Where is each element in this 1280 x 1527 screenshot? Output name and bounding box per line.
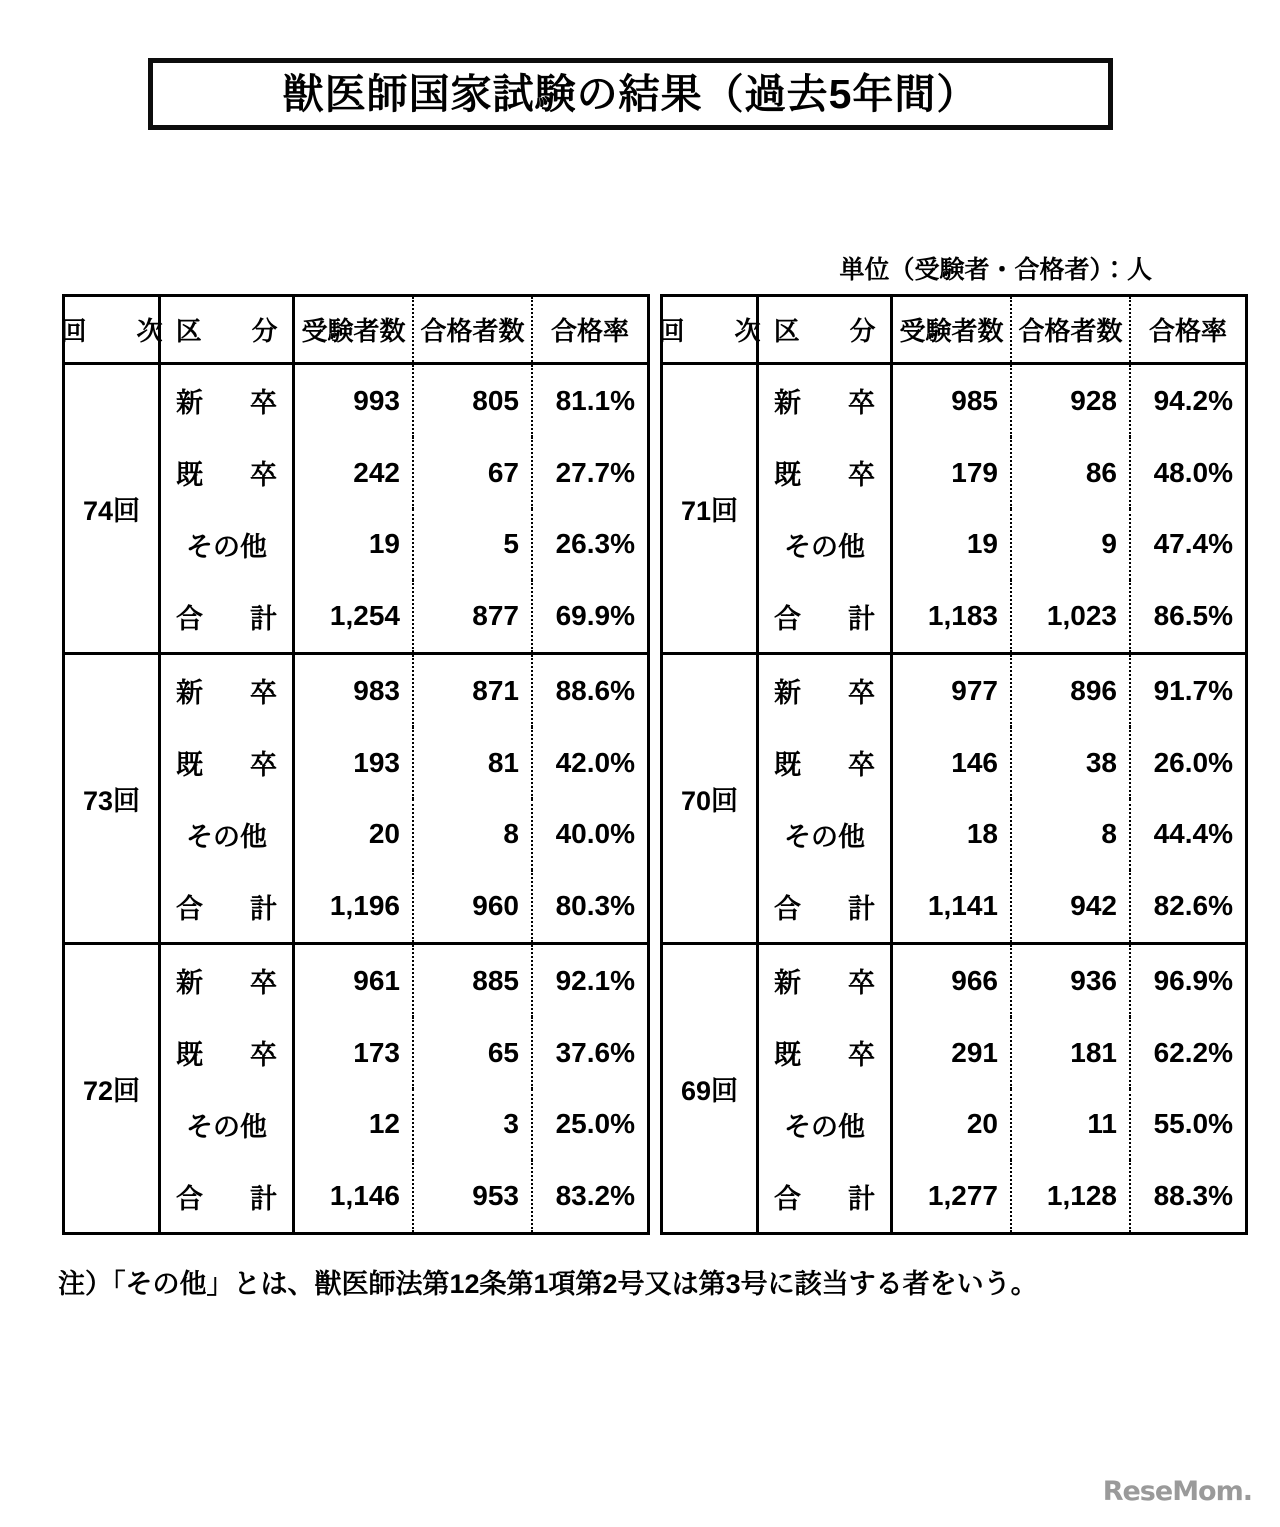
table-row: [759, 580, 1245, 652]
session-rows: [161, 945, 647, 1232]
category-label: その他: [759, 799, 893, 871]
session-block: [663, 365, 1245, 655]
cell-pass-rate: 69.9%: [555, 600, 635, 632]
cell-pass-rate: 47.4%: [1153, 528, 1233, 560]
cell-passers: 871: [414, 655, 533, 727]
session-block: [65, 365, 647, 655]
table-row: [161, 1017, 647, 1089]
table-row: [759, 437, 1245, 509]
table-half-left: [62, 294, 650, 1235]
cell-pass-rate: 25.0%: [555, 1108, 635, 1140]
table-row: [161, 437, 647, 509]
session-label: 70回: [663, 655, 759, 942]
session-label: 72回: [65, 945, 161, 1232]
cell-examinees: 19: [295, 509, 414, 581]
category-label: 新 卒: [161, 945, 295, 1017]
cell-examinees: 966: [893, 945, 1012, 1017]
cell-passers: 38: [1012, 727, 1131, 799]
cell-pass-rate: 92.1%: [555, 964, 635, 996]
session-rows: [759, 655, 1245, 942]
cell-examinees: 193: [295, 727, 414, 799]
cell-passers: 942: [1012, 870, 1131, 942]
cell-passers: 928: [1012, 365, 1131, 437]
header-category: 区 分: [161, 297, 295, 362]
category-label: 既 卒: [759, 437, 893, 509]
header-session: 回 次: [663, 297, 759, 362]
cell-examinees: 179: [893, 437, 1012, 509]
category-label: その他: [161, 509, 295, 581]
page-title-box: [148, 58, 1113, 130]
cell-pass-rate: 88.6%: [555, 674, 635, 706]
category-label: 合 計: [759, 1160, 893, 1232]
cell-passers: 960: [414, 870, 533, 942]
cell-examinees: 993: [295, 365, 414, 437]
table-row: [161, 727, 647, 799]
cell-passers: 8: [414, 799, 533, 871]
cell-pass-rate: 83.2%: [555, 1180, 635, 1212]
cell-examinees: 983: [295, 655, 414, 727]
category-label: 既 卒: [759, 1017, 893, 1089]
table-row: [161, 799, 647, 871]
category-label: その他: [161, 1089, 295, 1161]
session-label: 74回: [65, 365, 161, 652]
cell-pass-rate: 96.9%: [1153, 964, 1233, 996]
category-label: 新 卒: [161, 655, 295, 727]
results-table: [62, 294, 1248, 1235]
header-examinees: 受験者数: [893, 297, 1012, 362]
cell-examinees: 1,146: [295, 1160, 414, 1232]
session-block: [65, 655, 647, 945]
cell-passers: 1,128: [1012, 1160, 1131, 1232]
cell-pass-rate: 88.3%: [1153, 1180, 1233, 1212]
session-rows: [759, 945, 1245, 1232]
table-row: [759, 1160, 1245, 1232]
category-label: その他: [759, 1089, 893, 1161]
category-label: 合 計: [161, 580, 295, 652]
cell-passers: 86: [1012, 437, 1131, 509]
cell-passers: 8: [1012, 799, 1131, 871]
table-half-divider: [650, 294, 660, 1235]
cell-examinees: 1,254: [295, 580, 414, 652]
table-half-right: [660, 294, 1248, 1235]
cell-pass-rate: 26.0%: [1153, 746, 1233, 778]
cell-examinees: 1,196: [295, 870, 414, 942]
header-pass-rate: 合格率: [1148, 316, 1227, 346]
table-row: [759, 727, 1245, 799]
cell-examinees: 1,183: [893, 580, 1012, 652]
cell-passers: 877: [414, 580, 533, 652]
cell-passers: 953: [414, 1160, 533, 1232]
header-pass-rate: 合格率: [550, 316, 629, 346]
category-label: 合 計: [759, 870, 893, 942]
category-label: 合 計: [759, 580, 893, 652]
cell-passers: 805: [414, 365, 533, 437]
cell-passers: 81: [414, 727, 533, 799]
table-body-left: [65, 365, 647, 1232]
cell-examinees: 1,277: [893, 1160, 1012, 1232]
cell-examinees: 1,141: [893, 870, 1012, 942]
header-examinees: 受験者数: [295, 297, 414, 362]
cell-pass-rate: 26.3%: [555, 528, 635, 560]
cell-pass-rate: 40.0%: [555, 818, 635, 850]
cell-pass-rate: 27.7%: [555, 456, 635, 488]
header-category: 区 分: [759, 297, 893, 362]
cell-passers: 896: [1012, 655, 1131, 727]
cell-pass-rate: 37.6%: [555, 1036, 635, 1068]
footnote: 注）「その他」とは、獣医師法第12条第1項第2号又は第3号に該当する者をいう。: [58, 1269, 1038, 1299]
cell-pass-rate: 62.2%: [1153, 1036, 1233, 1068]
session-label: 71回: [663, 365, 759, 652]
header-passers: 合格者数: [414, 297, 533, 362]
cell-examinees: 985: [893, 365, 1012, 437]
cell-examinees: 19: [893, 509, 1012, 581]
page-title: 獣医師国家試験の結果（過去5年間）: [282, 70, 979, 117]
table-row: [161, 365, 647, 437]
cell-pass-rate: 86.5%: [1153, 600, 1233, 632]
cell-pass-rate: 82.6%: [1153, 890, 1233, 922]
cell-pass-rate: 55.0%: [1153, 1108, 1233, 1140]
cell-pass-rate: 80.3%: [555, 890, 635, 922]
table-row: [759, 655, 1245, 727]
cell-passers: 885: [414, 945, 533, 1017]
table-row: [759, 799, 1245, 871]
cell-examinees: 12: [295, 1089, 414, 1161]
category-label: 合 計: [161, 870, 295, 942]
table-header-row-right: [658, 297, 1245, 365]
resemom-watermark: ReseMom.: [1102, 1476, 1252, 1507]
cell-examinees: 291: [893, 1017, 1012, 1089]
table-row: [161, 655, 647, 727]
cell-examinees: 173: [295, 1017, 414, 1089]
table-row: [161, 870, 647, 942]
header-passers: 合格者数: [1012, 297, 1131, 362]
table-row: [759, 365, 1245, 437]
table-row: [161, 580, 647, 652]
category-label: 新 卒: [759, 945, 893, 1017]
category-label: 既 卒: [161, 437, 295, 509]
category-label: 新 卒: [759, 655, 893, 727]
session-rows: [759, 365, 1245, 652]
cell-examinees: 20: [295, 799, 414, 871]
cell-passers: 5: [414, 509, 533, 581]
category-label: 新 卒: [759, 365, 893, 437]
cell-pass-rate: 48.0%: [1153, 456, 1233, 488]
session-block: [663, 655, 1245, 945]
cell-passers: 1,023: [1012, 580, 1131, 652]
cell-examinees: 20: [893, 1089, 1012, 1161]
header-session: 回 次: [65, 297, 161, 362]
cell-passers: 9: [1012, 509, 1131, 581]
cell-examinees: 18: [893, 799, 1012, 871]
table-row: [161, 945, 647, 1017]
table-row: [759, 945, 1245, 1017]
session-label: 69回: [663, 945, 759, 1232]
session-rows: [161, 365, 647, 652]
table-row: [161, 1089, 647, 1161]
table-row: [161, 1160, 647, 1232]
cell-passers: 65: [414, 1017, 533, 1089]
cell-examinees: 977: [893, 655, 1012, 727]
cell-pass-rate: 94.2%: [1153, 384, 1233, 416]
cell-examinees: 961: [295, 945, 414, 1017]
category-label: その他: [161, 799, 295, 871]
category-label: 合 計: [161, 1160, 295, 1232]
cell-examinees: 242: [295, 437, 414, 509]
cell-passers: 11: [1012, 1089, 1131, 1161]
category-label: 既 卒: [161, 727, 295, 799]
table-row: [759, 1017, 1245, 1089]
table-row: [759, 1089, 1245, 1161]
table-body-right: [663, 365, 1245, 1232]
category-label: 既 卒: [161, 1017, 295, 1089]
session-label: 73回: [65, 655, 161, 942]
category-label: 新 卒: [161, 365, 295, 437]
cell-pass-rate: 91.7%: [1153, 674, 1233, 706]
table-row: [759, 509, 1245, 581]
session-rows: [161, 655, 647, 942]
cell-examinees: 146: [893, 727, 1012, 799]
table-header-row-left: [60, 297, 647, 365]
cell-pass-rate: 44.4%: [1153, 818, 1233, 850]
table-row: [759, 870, 1245, 942]
cell-pass-rate: 42.0%: [555, 746, 635, 778]
cell-passers: 936: [1012, 945, 1131, 1017]
cell-passers: 67: [414, 437, 533, 509]
cell-passers: 3: [414, 1089, 533, 1161]
unit-note: 単位（受験者・合格者）：人: [839, 256, 1152, 284]
session-block: [663, 945, 1245, 1232]
table-row: [161, 509, 647, 581]
cell-passers: 181: [1012, 1017, 1131, 1089]
category-label: 既 卒: [759, 727, 893, 799]
category-label: その他: [759, 509, 893, 581]
cell-pass-rate: 81.1%: [555, 384, 635, 416]
session-block: [65, 945, 647, 1232]
